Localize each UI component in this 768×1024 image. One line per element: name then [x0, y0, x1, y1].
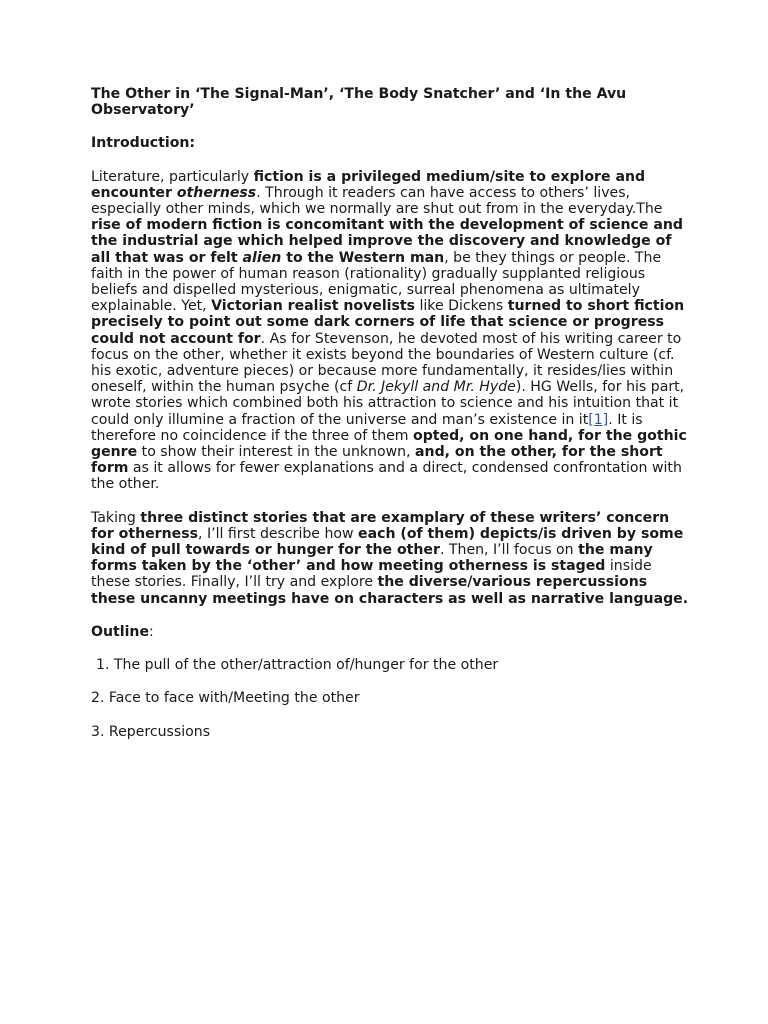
bold-italic-text-run: alien	[242, 249, 282, 266]
text-run: ). HG Wells, for his part, wrote stories which combined both his attraction to science and his intuition that it could only illumine a fraction of the universe and man’s existence in it	[91, 379, 685, 428]
bold-text-run: rise of modern fiction is concomitant with the development of science and the industrial age which helped improve the discovery and knowledge of all that was or felt	[91, 217, 683, 266]
text-run: , be they things or people. The faith in the power of human reason (rationality) gradually supplanted religious beliefs and dispelled mysterious, enigmatic, surreal phenomena as ultimately explainable. Yet,	[91, 249, 662, 315]
outline-item-1: 1. The pull of the other/attraction of/hunger for the other	[96, 657, 499, 674]
text-run: like Dickens	[415, 298, 508, 315]
bold-text-run: Victorian realist novelists	[211, 298, 415, 315]
text-run: as it allows for fewer explanations and a direct, condensed confrontation with the other.	[91, 460, 682, 493]
document-title: The Other in ‘The Signal-Man’, ‘The Body Snatcher’ and ‘In the Avu Observatory’	[91, 86, 627, 119]
text-run: inside these stories. Finally, I’ll try and explore	[91, 558, 652, 591]
outline-colon: :	[149, 623, 154, 640]
footnote-link[interactable]: [1]	[588, 411, 609, 428]
bold-text-run: to the Western man	[281, 249, 445, 266]
introduction-paragraph-1	[91, 169, 691, 493]
bold-text-run: three distinct stories that are examplary of these writers’ concern for otherness	[91, 509, 670, 542]
text-run: to show their interest in the unknown,	[137, 444, 416, 461]
bold-text-run: the many forms taken by the ‘other’ and how meeting otherness is staged	[91, 542, 653, 575]
outline-item-3: 3. Repercussions	[91, 723, 211, 740]
bold-text-run: each (of them) depicts/is driven by some kind of pull towards or hunger for the other	[91, 525, 684, 559]
text-run: Taking	[91, 509, 141, 526]
outline-heading: Outline	[91, 623, 150, 640]
bold-italic-text-run: otherness	[176, 184, 257, 201]
text-run: , I’ll first describe how	[198, 525, 359, 542]
text-run: . As for Stevenson, he devoted most of his writing career to focus on the other, whether it exists beyond the boundaries of Western culture (cf. his exotic, adventure pieces) or because more fundamentally, it resides/lies within oneself, within the human psyche (cf	[91, 330, 682, 396]
outline-heading-line	[91, 624, 691, 640]
text-run: . Then, I’ll focus on	[439, 542, 579, 559]
introduction-heading: Introduction:	[91, 135, 196, 152]
text-run: Literature, particularly	[91, 168, 254, 185]
document-page	[91, 86, 691, 757]
bold-text-run: opted, on one hand, for the gothic genre	[91, 427, 687, 461]
bold-text-run: and, on the other, for the short form	[91, 444, 663, 477]
introduction-paragraph-2	[91, 510, 691, 607]
text-run: . It is therefore no coincidence if the three of them	[91, 411, 643, 444]
bold-text-run: fiction is a privileged medium/site to explore and encounter	[91, 168, 646, 201]
bold-text-run: turned to short fiction precisely to point out some dark corners of life that science or progress could not account for	[91, 298, 685, 347]
text-run: . Through it readers can have access to others’ lives, especially other minds, which we normally are shut out from in the everyday.The	[91, 184, 663, 218]
bold-text-run: the diverse/various repercussions these uncanny meetings have on characters as well as narrative language.	[91, 574, 689, 607]
italic-text-run: Dr. Jekyll and Mr. Hyde	[356, 379, 516, 396]
outline-item-2: 2. Face to face with/Meeting the other	[91, 690, 360, 707]
